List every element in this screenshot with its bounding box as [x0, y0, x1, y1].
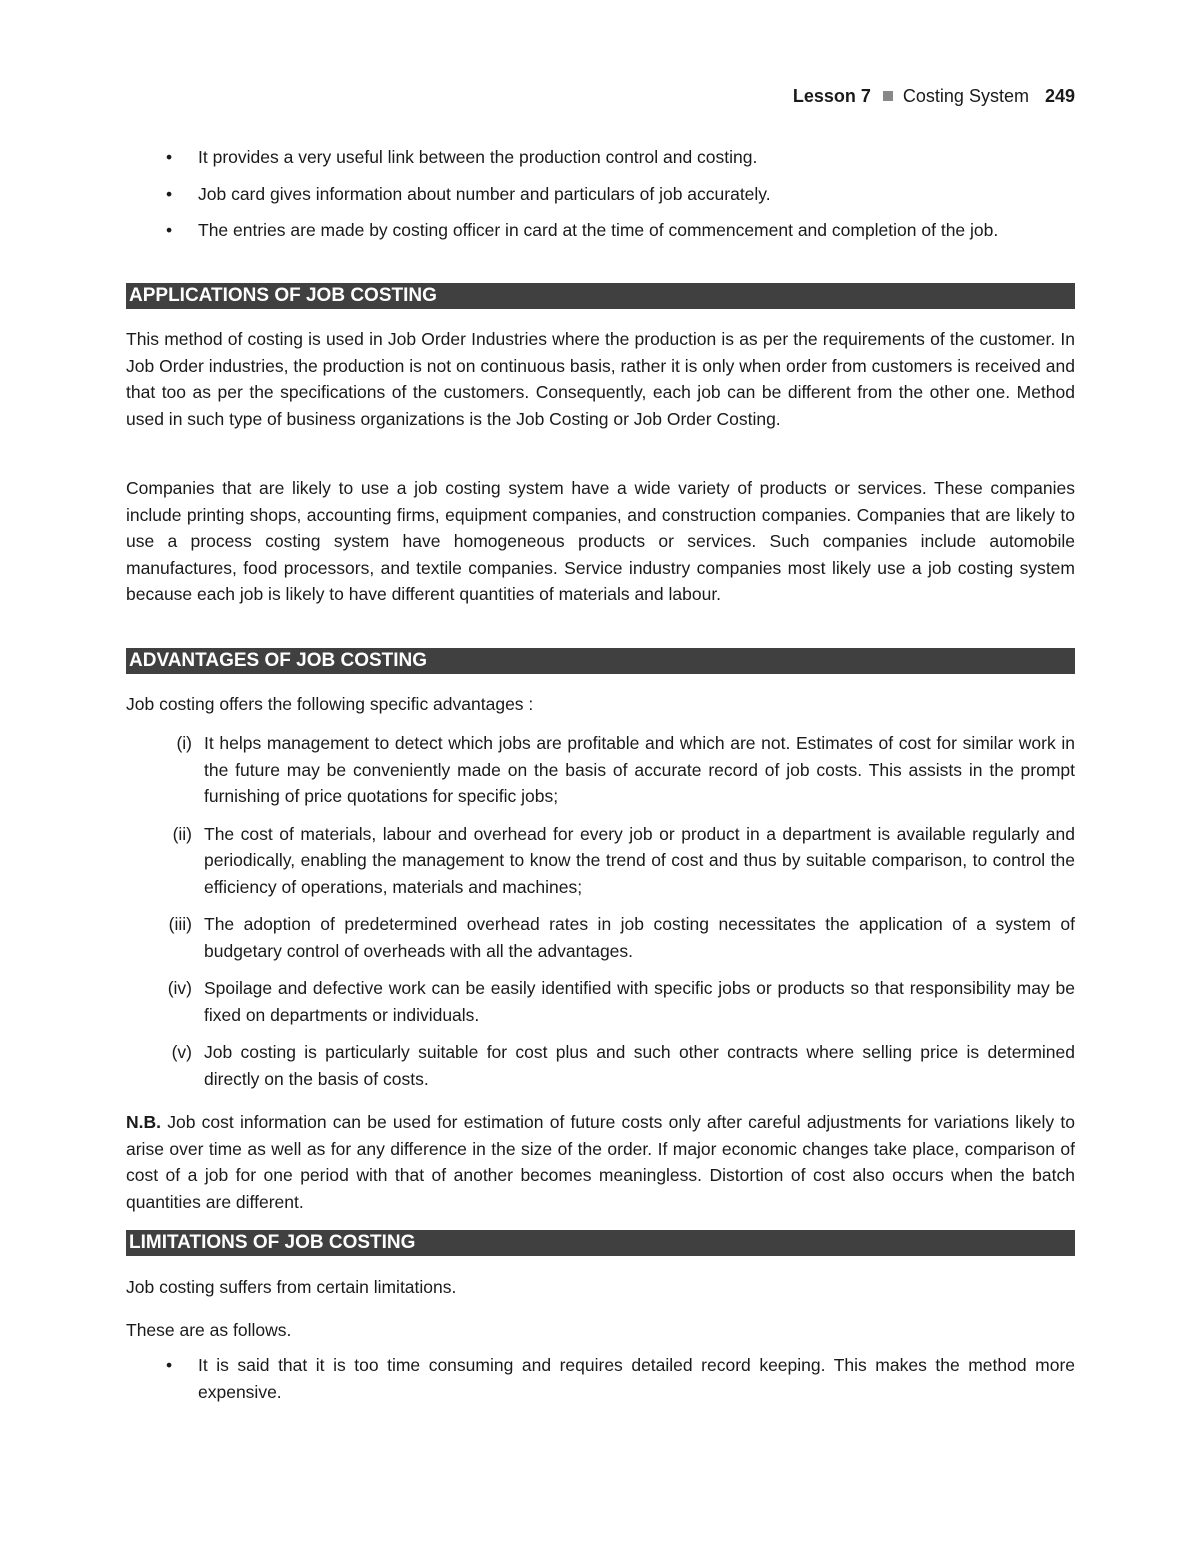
paragraph: Companies that are likely to use a job costing system have a wide variety of products or services. These companies include printing shops, accounting firms, equipment companies, and construction companies. Companies that are likely to use a process costing system have homogeneous products or services. Such companies include automobile manufactures, food processors, and textile companies. Service industry companies most likely use a job costing system because each job is likely to have different quantities of materials and labour. [126, 478, 1075, 604]
bullet-icon: • [166, 1355, 173, 1375]
section-title: Costing System [902, 86, 1029, 106]
list-item [126, 730, 1075, 810]
item-number: (v) [171, 1042, 192, 1062]
bullet-text: It provides a very useful link between the production control and costing. [198, 147, 758, 167]
paragraph: This method of costing is used in Job Order Industries where the production is as per the requirements of the customer. In Job Order industries, the production is not on continuous basis, rather it is only when order from customers is received and that too as per the specifications of the customers. Consequently, each job can be different from the other one. Method used in such type of business organizations is the Job Costing or Job Order Costing. [126, 329, 1075, 429]
bullet-text: The entries are made by costing officer in card at the time of commencement and completion of the job. [198, 220, 999, 240]
bullet-icon: • [166, 147, 173, 167]
list-item [126, 1352, 1075, 1405]
item-text: Spoilage and defective work can be easily identified with specific jobs or products so that responsibility may be fixed on departments or individuals. [204, 978, 1075, 1025]
advantages-list [126, 730, 1075, 1103]
paragraph: Job costing suffers from certain limitations. [126, 1277, 457, 1297]
limitations-intro-2 [126, 1317, 1075, 1344]
section-heading-limitations: LIMITATIONS OF JOB COSTING [126, 1230, 1075, 1256]
limitations-intro [126, 1274, 1075, 1301]
advantages-intro [126, 691, 1075, 718]
nb-label: N.B. [126, 1112, 161, 1132]
paragraph: These are as follows. [126, 1320, 292, 1340]
page-number: 249 [1044, 86, 1075, 106]
item-text: The cost of materials, labour and overhead for every job or product in a department is available regularly and periodically, enabling the management to know the trend of cost and thus by suitable comparison, to control the efficiency of operations, materials and machines; [204, 823, 1075, 897]
top-bullet-list [126, 144, 1075, 254]
item-number: (iii) [168, 914, 192, 934]
section-heading-applications: APPLICATIONS OF JOB COSTING [126, 283, 1075, 309]
list-item [126, 144, 1075, 171]
running-header [793, 86, 1075, 107]
list-item [126, 911, 1075, 964]
limitations-bullet-list [126, 1352, 1075, 1415]
nb-note [126, 1109, 1075, 1215]
applications-body-2 [126, 475, 1075, 608]
item-text: Job costing is particularly suitable for cost plus and such other contracts where selling price is determined directly on the basis of costs. [204, 1042, 1075, 1089]
square-bullet-icon [883, 91, 893, 101]
list-item [126, 1039, 1075, 1092]
paragraph: Job costing offers the following specific advantages : [126, 694, 534, 714]
item-number: (iv) [167, 978, 192, 998]
item-text: The adoption of predetermined overhead rates in job costing necessitates the application of a system of budgetary control of overheads with all the advantages. [204, 914, 1075, 961]
bullet-icon: • [166, 220, 173, 240]
list-item [126, 217, 1075, 244]
list-item [126, 181, 1075, 208]
section-heading-advantages: ADVANTAGES OF JOB COSTING [126, 648, 1075, 674]
list-item [126, 821, 1075, 901]
lesson-label: Lesson 7 [792, 86, 871, 106]
applications-body [126, 326, 1075, 432]
item-number: (ii) [172, 823, 192, 844]
bullet-text: Job card gives information about number and particulars of job accurately. [198, 183, 771, 204]
item-number: (i) [176, 733, 192, 753]
list-item [126, 975, 1075, 1028]
bullet-text: It is said that it is too time consuming and requires detailed record keeping. This makes the method more expensive. [198, 1355, 1075, 1402]
item-text: It helps management to detect which jobs are profitable and which are not. Estimates of cost for similar work in the future may be conveniently made on the basis of accurate record of job costs. This assists in the prompt furnishing of price quotations for specific jobs; [204, 733, 1075, 806]
nb-text: Job cost information can be used for estimation of future costs only after careful adjustments for variations likely to arise over time as well as for any difference in the size of the order. If major economic changes take place, comparison of cost of a job for one period with that of another becomes meaningless. Distortion of cost also occurs when the batch quantities are different. [126, 1112, 1075, 1212]
paragraph [126, 1109, 1075, 1215]
bullet-icon: • [166, 183, 173, 204]
